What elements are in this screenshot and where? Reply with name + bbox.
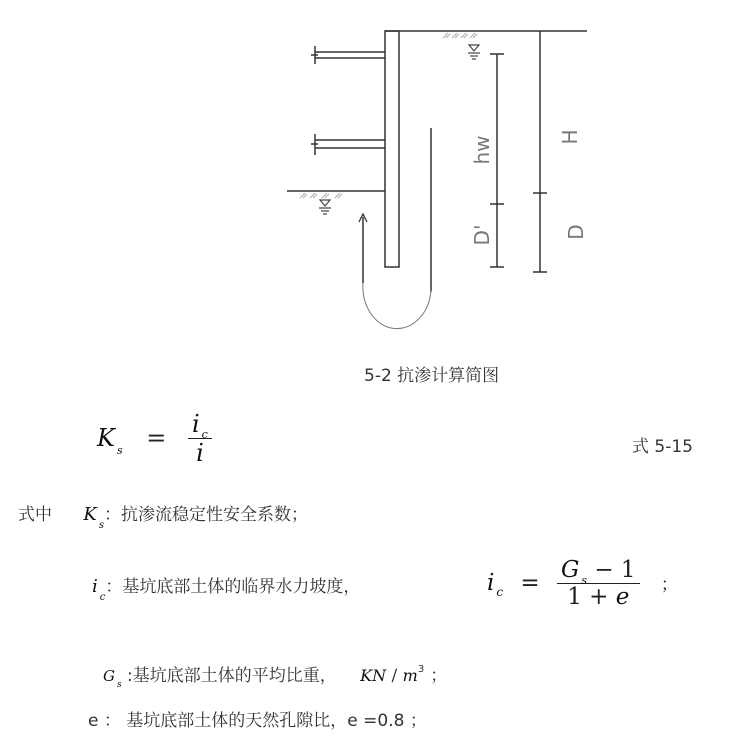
- definition-gs: G $_s$ :基坑底部土体的平均比重， KN / $m^3$ ；: [103, 664, 448, 690]
- figure-caption: 5-2 抗渗计算简图: [364, 366, 500, 386]
- definition-ks: 式中 $K_s$：抗渗流稳定性安全系数；: [18, 504, 308, 531]
- seepage-flow-path: [359, 128, 431, 329]
- definition-e: e ： 基坑底部土体的天然孔隙比，e =0.8 ；: [88, 711, 427, 731]
- upper-strut: [311, 46, 385, 64]
- seepage-diagram: [0, 0, 741, 340]
- H-dimension: [533, 31, 547, 272]
- formula-5-15: [97, 410, 212, 467]
- formula-ic: i $_c$ = $\frac{G _s - 1}{1 + e}$ ；: [487, 557, 678, 610]
- formula-ks: K $_s$: [97, 423, 123, 457]
- soil-hatch-top: [443, 33, 477, 38]
- inside-water-level-icon: [319, 200, 331, 214]
- label-hw: hw: [470, 135, 494, 165]
- definition-ic: $i_c$：基坑底部土体的临界水力坡度，: [92, 576, 361, 603]
- outside-water-level-icon: [468, 45, 480, 59]
- label-D: D: [564, 224, 588, 240]
- soil-hatch-bottom: [300, 193, 342, 198]
- retaining-wall: [385, 31, 399, 267]
- lower-strut: [311, 134, 385, 155]
- formula-equals: =: [146, 423, 167, 452]
- label-D-prime: D': [470, 224, 494, 246]
- label-H: H: [558, 129, 582, 145]
- formula-fraction: $\frac{i _c}{i}$: [188, 410, 212, 467]
- equation-number: 式 5-15: [632, 437, 693, 457]
